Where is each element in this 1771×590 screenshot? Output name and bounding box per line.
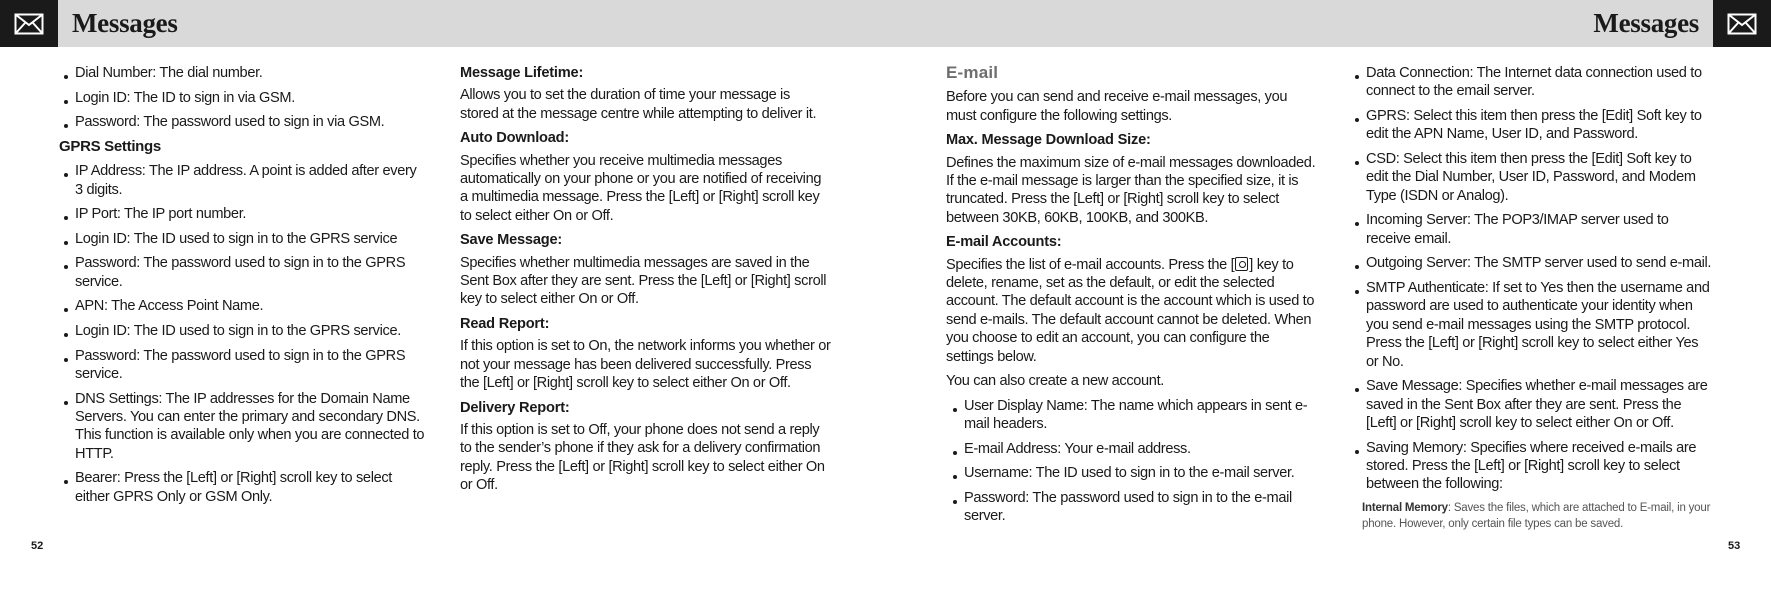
list-item: Password: The password used to sign in via GSM. xyxy=(61,113,426,131)
max-download-size-body: Defines the maximum size of e-mail messages downloaded. If the e-mail message is larger than the specified size, it is truncated. Press the [Left] or [Right] scroll key to select between 30KB, 60KB, 100KB, and 300KB. xyxy=(946,154,1316,226)
envelope-icon-box-right xyxy=(1713,0,1771,47)
list-item: Data Connection: The Internet data connection used to connect to the email server. xyxy=(1352,64,1714,101)
list-item: Bearer: Press the [Left] or [Right] scroll key to select either GPRS Only or GSM Only. xyxy=(61,469,426,506)
page-number-right: 53 xyxy=(1728,540,1741,552)
list-item: Username: The ID used to sign in to the e-mail server. xyxy=(950,464,1316,482)
page-title-right: Messages xyxy=(1593,8,1699,38)
gsm-settings-list xyxy=(61,64,426,132)
delivery-report-heading: Delivery Report: xyxy=(460,399,570,416)
envelope-icon xyxy=(14,13,44,35)
list-item: CSD: Select this item then press the [Edit] Soft key to edit the Dial Number, User ID, Password, and Modem Type (ISDN or Analog). xyxy=(1352,150,1714,205)
read-report-body: If this option is set to On, the network informs you whether or not your message has been delivered successfully. Press the [Left] or [Right] scroll key to select either On or Off. xyxy=(460,338,831,392)
list-item: E-mail Address: Your e-mail address. xyxy=(950,440,1316,458)
menu-key-icon xyxy=(1235,257,1248,271)
new-account-text: You can also create a new account. xyxy=(946,373,1164,390)
column-gsm-gprs-settings xyxy=(61,64,426,512)
page-title-left: Messages xyxy=(72,8,178,38)
list-item: Login ID: The ID used to sign in to the GPRS service. xyxy=(61,322,426,340)
list-item: Password: The password used to sign in to the e-mail server. xyxy=(950,489,1316,526)
email-accounts-body xyxy=(946,256,1316,366)
email-accounts-heading: E-mail Accounts: xyxy=(946,234,1062,251)
server-settings-list xyxy=(1352,64,1714,494)
column-email-settings xyxy=(946,64,1316,532)
internal-memory-label: Internal Memory xyxy=(1362,502,1448,515)
list-item: APN: The Access Point Name. xyxy=(61,297,426,315)
auto-download-body: Specifies whether you receive multimedia messages automatically on your phone or you are notified of receiving a multimedia message. Press the [Left] or [Right] scroll key to select either On or Off. xyxy=(460,152,822,224)
column-multimedia-settings xyxy=(460,64,832,501)
envelope-icon-box-left xyxy=(0,0,58,47)
list-item: Saving Memory: Specifies where received e-mails are stored. Press the [Left] or [Right] scroll key to select between the following: xyxy=(1352,439,1714,494)
gprs-settings-list xyxy=(61,162,426,506)
email-section-title: E-mail xyxy=(946,63,999,82)
list-item: DNS Settings: The IP addresses for the Domain Name Servers. You can enter the primary and secondary DNS. This function is available only when you are connected to HTTP. xyxy=(61,390,426,464)
list-item: Save Message: Specifies whether e-mail messages are saved in the Sent Box after they are sent. Press the [Left] or [Right] scroll key to select either On or Off. xyxy=(1352,377,1714,432)
email-intro: Before you can send and receive e-mail messages, you must configure the following settings. xyxy=(946,89,1288,124)
email-accounts-body-start: Specifies the list of e-mail accounts. Press the [ xyxy=(946,256,1235,273)
list-item: Password: The password used to sign in to the GPRS service. xyxy=(61,254,426,291)
list-item: Login ID: The ID to sign in via GSM. xyxy=(61,89,426,107)
list-item: GPRS: Select this item then press the [Edit] Soft key to edit the APN Name, User ID, and Password. xyxy=(1352,107,1714,144)
list-item: Incoming Server: The POP3/IMAP server used to receive email. xyxy=(1352,211,1714,248)
internal-memory-note xyxy=(1362,500,1714,532)
list-item: SMTP Authenticate: If set to Yes then the username and password are used to authenticate your identity when you send e-mail messages using the SMTP protocol. Press the [Left] or [Right] scroll key to select either Yes or No. xyxy=(1352,279,1714,371)
message-lifetime-body: Allows you to set the duration of time your message is stored at the message centre while attempting to deliver it. xyxy=(460,87,817,122)
save-message-heading: Save Message: xyxy=(460,232,563,249)
list-item: IP Port: The IP port number. xyxy=(61,205,426,223)
list-item: Login ID: The ID used to sign in to the GPRS service xyxy=(61,230,426,248)
message-lifetime-heading: Message Lifetime: xyxy=(460,65,584,81)
list-item: Dial Number: The dial number. xyxy=(61,64,426,82)
max-download-size-heading: Max. Message Download Size: xyxy=(946,132,1151,149)
list-item: IP Address: The IP address. A point is added after every 3 digits. xyxy=(61,162,426,199)
delivery-report-body: If this option is set to Off, your phone does not send a reply to the sender’s phone if they ask for a delivery confirmation reply. Press the [Left] or [Right] scroll key to select either On or Off. xyxy=(460,421,825,494)
list-item: User Display Name: The name which appears in sent e-mail headers. xyxy=(950,397,1316,434)
auto-download-heading: Auto Download: xyxy=(460,130,570,147)
account-settings-list xyxy=(950,397,1316,526)
list-item: Outgoing Server: The SMTP server used to send e-mail. xyxy=(1352,254,1714,272)
header-bar xyxy=(0,0,1771,47)
internal-memory-text: : Saves the files, which are attached to E-mail, in your phone. However, only certain file types can be saved. xyxy=(1362,502,1711,531)
column-server-settings xyxy=(1352,64,1714,532)
read-report-heading: Read Report: xyxy=(460,315,550,332)
page-number-left: 52 xyxy=(31,540,44,552)
list-item: Password: The password used to sign in to the GPRS service. xyxy=(61,347,426,384)
gprs-settings-heading: GPRS Settings xyxy=(59,137,161,155)
email-accounts-body-end: ] key to delete, rename, set as the default, or edit the selected account. The default account is the account which is used to send e-mails. The default account cannot be deleted. When you choose to edit an account, you can configure the settings below. xyxy=(946,256,1315,365)
envelope-icon xyxy=(1727,13,1757,35)
save-message-body: Specifies whether multimedia messages are saved in the Sent Box after they are sent. Press the [Left] or [Right] scroll key to select either On or Off. xyxy=(460,254,827,308)
